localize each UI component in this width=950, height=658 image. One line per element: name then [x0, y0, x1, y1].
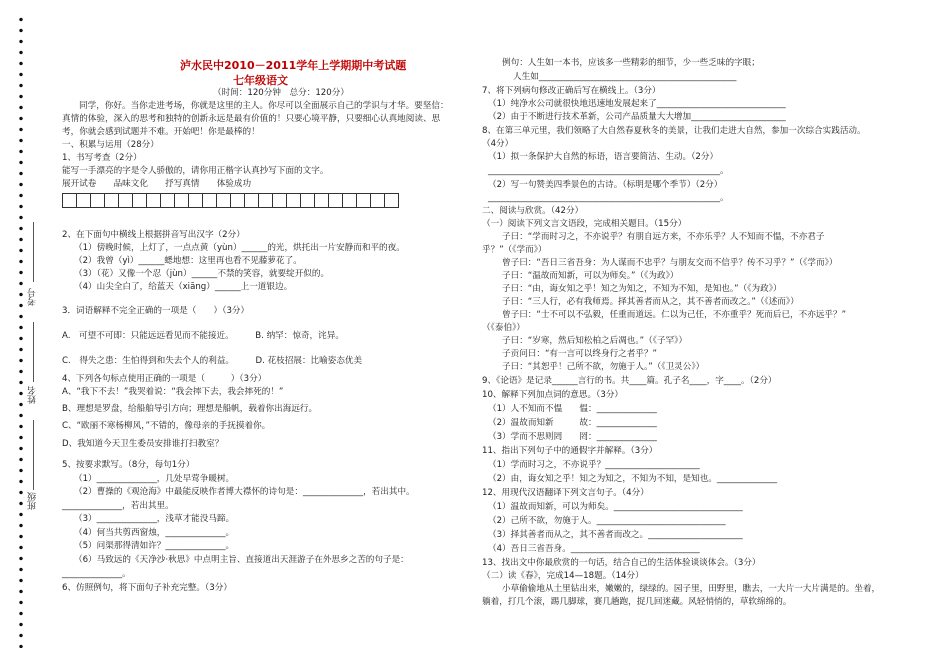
q5-item6: （6）马致远的《天净沙·秋思》中点明主旨、直接道出天涯游子在外思乡之苦的句子是： — [74, 555, 409, 565]
lunyu-5: 子曰：“三人行，必有我师焉。择其善者而从之，其不善者而改之。”（《述而》） — [502, 297, 799, 307]
q12-item1: （1）温故而知新，可以为师矣。______________________________ — [488, 502, 743, 512]
q4-option-d: D、我知道今天卫生委员安排谁打扫教室？ — [62, 439, 224, 449]
lunyu-9: 子曰：“其恕乎！己所不欲，勿施于人。”（《卫灵公》） — [502, 362, 705, 372]
q1-instruction: 能写一手漂亮的字是令人骄傲的，请你用正楷字认真抄写下面的文字。 — [62, 166, 329, 176]
q5-item6-cont: ______________。 — [62, 569, 131, 579]
exam-time: （时间：120分钟 总分：120分） — [213, 88, 349, 98]
xingming-label: 姓名 — [28, 386, 38, 404]
q12-item4: （4）吾日三省吾身。______________________________ — [488, 544, 700, 554]
banji-label: 班级 — [28, 492, 38, 510]
q5-heading: 5、按要求默写。（8分，每句1分） — [62, 460, 195, 470]
q10-item3: （3）学而不思则罔 罔：______________ — [488, 432, 657, 442]
lunyu-7: 子曰：“岁寒，然后知松柏之后凋也。”（《子罕》） — [502, 336, 688, 346]
q10-item2: （2）温故而知新 故：______________ — [488, 418, 657, 428]
q9: 9、《论语》是记录______言行的书。共____篇。孔子名____，字____。（2分） — [482, 376, 777, 386]
reading1-heading: （一）阅读下列文言文语段，完成相关题目。（15分） — [482, 219, 687, 229]
q13: 13、找出文中你最欣赏的一句话，结合自己的生活体验谈谈体会。（3分） — [482, 558, 761, 568]
lunyu-1: 子曰：“学而时习之，不亦说乎？有朋自远方来，不亦乐乎？人不知而不愠，不亦君子 — [502, 232, 825, 242]
q4-option-b: B、理想是罗盘，给船舶导引方向；理想是船帆，载着你出海远行。 — [62, 404, 318, 414]
q11-item2: （2）由，诲女知之乎！知之为知之，不知为不知，是知也。______________ — [488, 474, 778, 484]
q5-item1: （1）______________，几处早莺争暖树。 — [74, 474, 235, 484]
exam-title: 泸水民中2010－2011学年上学期期中考试题 — [180, 59, 407, 72]
q5-item2: （2）曹操的《观沧海》中最能反映作者博大襟怀的诗句是：______________，若出其中。 — [74, 487, 415, 497]
kaohao-label: 考号 — [28, 288, 38, 306]
q12-heading: 12、用现代汉语翻译下列文言句子。（4分） — [482, 488, 649, 498]
q5-item5: （5）问渠那得清如许？______________。 — [74, 541, 235, 551]
lunyu-6-cont: （《泰伯》） — [482, 323, 525, 333]
section1-heading: 一、积累与运用（28分） — [62, 140, 159, 150]
q8-item2: （2）写一句赞美四季景色的古诗。（标明是哪个季节）（2分） — [488, 180, 723, 190]
binding-dots — [16, 14, 26, 648]
q8-item1: （1）拟一条保护大自然的标语，语言要简洁、生动。（2分） — [488, 152, 719, 162]
reading2-heading: （二）读《春》，完成14—18题。（14分） — [482, 571, 644, 581]
q10-heading: 10、解释下列加点词的意思。（3分） — [482, 390, 624, 400]
lunyu-1-cont: 乎？”（《学而》） — [482, 245, 547, 255]
q3-options-cd: C. 得失之患：生怕得到和失去个人的利益。 D. 花枝招展：比喻姿态优美 — [62, 356, 363, 366]
q6-heading: 6、仿照例句，将下面句子补充完整。（3分） — [62, 583, 232, 593]
q6-answer-line: 人生如______________________________________________ — [513, 72, 737, 82]
q11-item1: （1）学而时习之，不亦说乎？______________________ — [488, 460, 700, 470]
banji-line — [33, 420, 34, 490]
kaohao-line — [33, 222, 34, 282]
q4-heading: 4、下列各句标点使用正确的一项是（ ）（3分） — [62, 374, 267, 384]
q11-heading: 11、指出下列句子中的通假字并解释。（3分） — [482, 446, 658, 456]
q2-item4: （4）山尖全白了，给蓝天（xiāng）______上一道银边。 — [74, 282, 293, 292]
q10-item1: （1）人不知而不愠 愠：______________ — [488, 404, 657, 414]
lunyu-2: 曾子曰：“吾日三省吾身：为人谋而不忠乎？与朋友交而不信乎？传不习乎？”（《学而》） — [502, 258, 838, 268]
q8-score: （4分） — [482, 139, 514, 149]
q5-item4: （4）何当共剪西窗烛，______________。 — [74, 528, 235, 538]
q7-item2: （2）由于不断进行技术革新，公司产品质量大大增加______________________ — [488, 112, 786, 122]
q2-item1: （1）傍晚时候，上灯了，一点点黄（yùn）______的光，烘托出一片安静而和平的夜。 — [74, 243, 405, 253]
exam-subtitle: 七年级语文 — [233, 74, 288, 87]
q8-heading: 8、在第三单元里，我们领略了大自然春夏秋冬的美景，让我们走进大自然，参加一次综合实践活动。 — [482, 126, 866, 136]
lunyu-6: 曾子曰：“士不可以不弘毅，任重而道远。仁以为己任，不亦重乎？死而后已，不亦远乎？” — [502, 310, 847, 320]
intro-line3: 考，你就会感到试题并不难。开始吧！你是最棒的！ — [62, 127, 260, 137]
q4-option-c: C、“欧丽不寒杨柳风，”不错的，像母亲的手抚摸着你。 — [62, 421, 271, 431]
q3-options-ab: A. 可望不可即：只能远远看见而不能接近。 B. 纳罕：惊奇，诧异。 — [62, 331, 344, 341]
lunyu-4: 子曰：“由，诲女知之乎！知之为知之，不知为不知，是知也。”（《为政》） — [502, 284, 782, 294]
q12-item3: （3）择其善者而从之，其不善者而改之。______________________ — [488, 530, 743, 540]
q8-item1-answer: ______________________________________________________。 — [488, 166, 729, 176]
q2-heading: 2、在下面句中横线上根据拼音写出汉字（2分） — [62, 230, 245, 240]
lunyu-3: 子曰：“温故而知新，可以为师矣。”（《为政》） — [502, 271, 679, 281]
q7-heading: 7、将下列病句修改正确后写在横线上。（3分） — [482, 86, 661, 96]
q6-example: 例句：人生如一本书，应该多一些精彩的细节，少一些乏味的字眼； — [502, 58, 760, 68]
q2-item2: （2）我曾（yì）______蟋地想：这里再也看不见藤萝花了。 — [74, 256, 302, 266]
chun-passage-2: 躺着，打几个滚，踢几脚球，赛几趟跑，捉几回迷藏。风轻悄悄的，草软绵绵的。 — [482, 597, 792, 607]
intro-line2: 真情的体验，深入的思考和独特的创新永远是最有价值的！只要心境平静，只要细心认真地阅读、思 — [62, 114, 441, 124]
q7-item1: （1）纯净水公司就很快地迅速地发展起来了______________________________ — [488, 99, 786, 109]
intro-line1: 同学，你好。当你走进考场，你就是这里的主人。你尽可以全面展示自己的学识与才华。要坚信： — [79, 101, 449, 111]
lunyu-8: 子贡问曰：“有一言可以终身行之者乎？” — [502, 349, 657, 359]
writing-grid[interactable] — [62, 193, 398, 211]
xingming-line — [33, 322, 34, 382]
q1-heading: 1、书写考查（2分） — [62, 153, 142, 163]
q4-option-a: A、“我下不去！”我哭着说：“我会摔下去，我会摔死的！” — [62, 387, 284, 397]
section2-heading: 二、阅读与欣赏。（42分） — [482, 206, 584, 216]
q5-item2-cont: ______________，若出其里。 — [62, 501, 174, 511]
q5-item3: （3）______________，浅草才能没马蹄。 — [74, 514, 235, 524]
q12-item2: （2）己所不欲，勿施于人。______________________________ — [488, 516, 726, 526]
q8-item2-answer: ______________________________________________________。 — [488, 193, 729, 203]
chun-passage-1: 小草偷偷地从土里钻出来，嫩嫩的，绿绿的。园子里，田野里，瞧去，一大片一大片满是的。坐着， — [502, 584, 881, 594]
q2-item3: （3）（花）又像一个忍（jùn）______不禁的笑容，就要绽开似的。 — [74, 269, 330, 279]
q3-heading: 3．词语解释不完全正确的一项是（ ）（3分） — [62, 306, 250, 316]
q1-text: 展开试卷 品味文化 抒写真情 体验成功 — [62, 179, 252, 189]
